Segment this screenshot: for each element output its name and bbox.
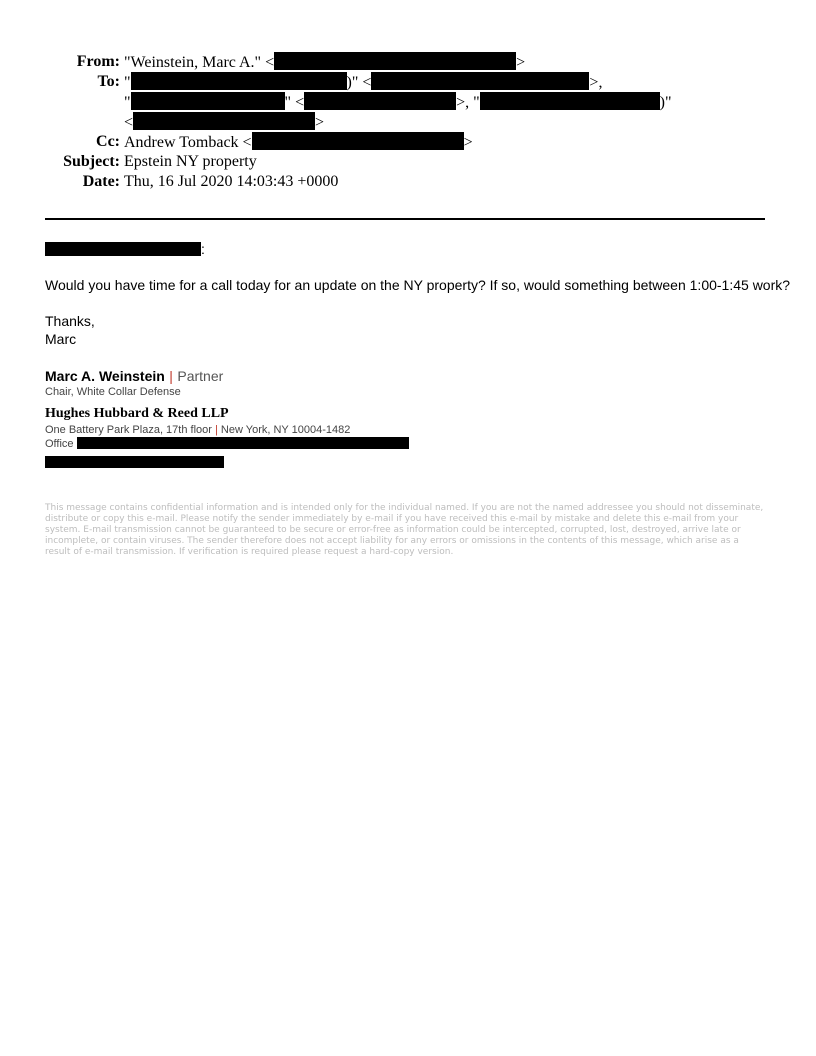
- signature-office-line: [45, 437, 409, 451]
- redaction-box: [480, 92, 660, 110]
- date-label: Date:: [82, 173, 120, 190]
- subject-row: [0, 152, 816, 172]
- cc-value: Andrew Tomback < >: [124, 134, 473, 151]
- signature-title: Chair, White Collar Defense: [45, 386, 181, 398]
- redaction-box: [252, 132, 464, 150]
- to-row: [0, 72, 816, 92]
- redaction-box: [371, 72, 589, 90]
- message-body: Would you have time for a call today for an update on the NY property? If so, would something between 1:00-1:45 work?: [45, 277, 791, 293]
- cc-row: [0, 132, 816, 152]
- redaction-box: [45, 242, 201, 256]
- email-header: [0, 52, 816, 192]
- redaction-box: [131, 92, 285, 110]
- to-row-continued: [0, 92, 816, 112]
- to-value-line3: < >: [124, 114, 325, 131]
- to-value: " )" < >,: [124, 74, 603, 91]
- signature-name-line: [45, 368, 223, 386]
- to-value-line2: " " < >, " )": [124, 94, 672, 111]
- sender-first-name: Marc: [45, 331, 77, 347]
- signature-role: Partner: [177, 368, 224, 384]
- from-row: [0, 52, 816, 72]
- legal-disclaimer: This message contains confidential information and is intended only for the individual named. If you are not the named addressee you should not disseminate, distribute or copy this e-mail. Please notify the sender immediately by e-mail if you have received this e-mail by mistake and delete this e-mail from your system. E-mail transmission cannot be guaranteed to be secure or error-free as information could be intercepted, corrupted, lost, destroyed, arrive late or incomplete, or contain viruses. The sender therefore does not accept liability for any errors or omissions in the contents of this message, which arise as a result of e-mail transmission. If verification is required please request a hard-copy version.: [45, 503, 764, 557]
- redaction-box: [304, 92, 456, 110]
- subject-label: Subject:: [63, 153, 120, 170]
- greeting: :: [45, 240, 780, 258]
- signature-redacted-line: [45, 452, 224, 470]
- address-separator: |: [214, 424, 218, 436]
- redaction-box: [274, 52, 516, 70]
- from-label: From:: [76, 53, 120, 70]
- header-divider: [45, 218, 765, 220]
- subject-value: Epstein NY property: [124, 153, 257, 170]
- redaction-box: [45, 456, 224, 468]
- to-label: To:: [97, 73, 120, 90]
- signature-name: Marc A. Weinstein: [45, 368, 165, 384]
- signature-separator: |: [169, 368, 173, 384]
- cc-label: Cc:: [96, 133, 120, 150]
- date-row: [0, 172, 816, 192]
- signature-address: One Battery Park Plaza, 17th floor | New York, NY 10004-1482: [45, 424, 351, 436]
- from-value: "Weinstein, Marc A." < >: [124, 54, 526, 71]
- date-value: Thu, 16 Jul 2020 14:03:43 +0000: [124, 173, 339, 190]
- office-label: Office: [45, 438, 74, 450]
- closing: Thanks,: [45, 313, 95, 329]
- redaction-box: [133, 112, 315, 130]
- signature-firm: Hughes Hubbard & Reed LLP: [45, 406, 229, 421]
- redaction-box: [131, 72, 347, 90]
- redaction-box: [77, 437, 409, 449]
- to-row-continued-2: [0, 112, 816, 132]
